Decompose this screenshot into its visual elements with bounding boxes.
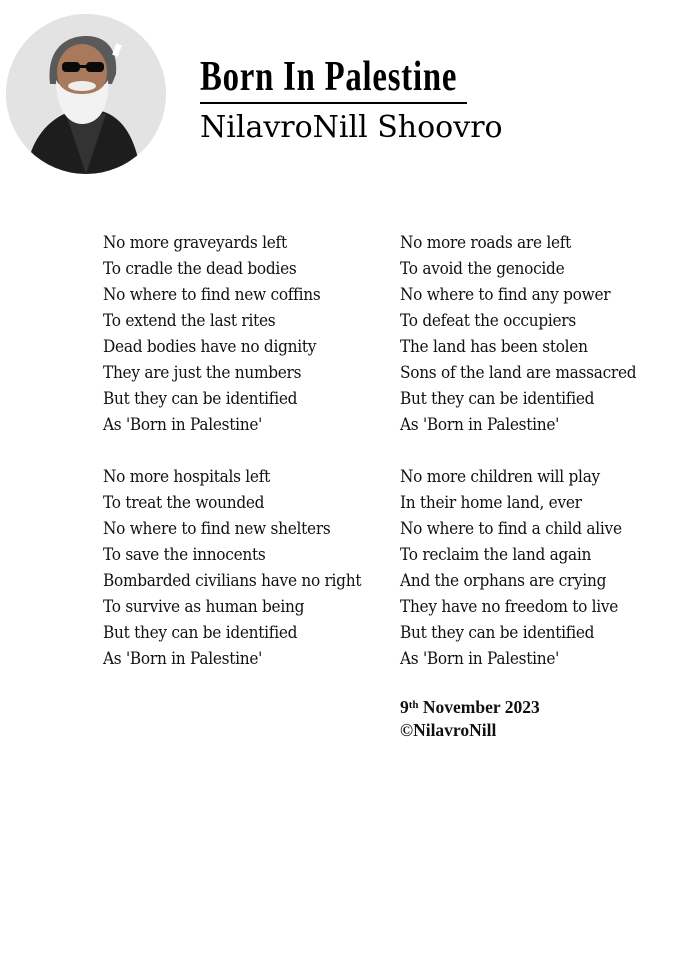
poem-line: As 'Born in Palestine' <box>400 415 560 434</box>
stanza-2 <box>103 464 393 672</box>
poem-line: As 'Born in Palestine' <box>400 649 560 668</box>
poem-line: Sons of the land are massacred <box>400 363 637 382</box>
poem-line: To survive as human being <box>103 597 305 616</box>
poem-date <box>400 696 540 719</box>
poem-line: No more roads are left <box>400 233 572 252</box>
poem-line: As 'Born in Palestine' <box>103 649 263 668</box>
poem-left-column <box>103 230 393 698</box>
poem-line: No where to find a child alive <box>400 519 622 538</box>
poem-line: They have no freedom to live <box>400 597 619 616</box>
poem-line: To extend the last rites <box>103 311 276 330</box>
poem-line: But they can be identified <box>400 623 595 642</box>
poem-line: To save the innocents <box>103 545 266 564</box>
date-suffix: th <box>408 699 419 711</box>
poem-line: In their home land, ever <box>400 493 582 512</box>
date-day: 9 <box>400 697 409 717</box>
poem-line: No more graveyards left <box>103 233 287 252</box>
poem-line: They are just the numbers <box>103 363 302 382</box>
poem-line: The land has been stolen <box>400 337 588 356</box>
poem-line: To reclaim the land again <box>400 545 592 564</box>
poem-line: But they can be identified <box>103 389 298 408</box>
poem-line: No more hospitals left <box>103 467 271 486</box>
date-rest: November 2023 <box>422 697 540 717</box>
stanza-1 <box>103 230 393 438</box>
poem-line: To avoid the genocide <box>400 259 565 278</box>
poem-line: To defeat the occupiers <box>400 311 576 330</box>
poem-author: NilavroNill Shoovro <box>200 110 503 145</box>
author-avatar <box>6 14 166 174</box>
title-underline <box>200 102 467 104</box>
poem-title: Born In Palestine <box>200 54 458 100</box>
copyright-notice: ©NilavroNill <box>400 720 497 740</box>
poem-line: As 'Born in Palestine' <box>103 415 263 434</box>
poem-line: No where to find any power <box>400 285 611 304</box>
poem-line: To treat the wounded <box>103 493 265 512</box>
poem-line: Dead bodies have no dignity <box>103 337 317 356</box>
poem-line: Bombarded civilians have no right <box>103 571 362 590</box>
poem-line: No where to find new shelters <box>103 519 331 538</box>
poem-line: No where to find new coffins <box>103 285 321 304</box>
poem-line: But they can be identified <box>400 389 595 408</box>
stanza-3 <box>400 230 690 438</box>
author-portrait-icon <box>6 14 166 174</box>
poem-footer <box>400 696 540 742</box>
poem-line: To cradle the dead bodies <box>103 259 297 278</box>
stanza-4 <box>400 464 690 672</box>
poem-line: No more children will play <box>400 467 600 486</box>
poem-line: But they can be identified <box>103 623 298 642</box>
poem-right-column <box>400 230 690 698</box>
poem-line: And the orphans are crying <box>400 571 607 590</box>
